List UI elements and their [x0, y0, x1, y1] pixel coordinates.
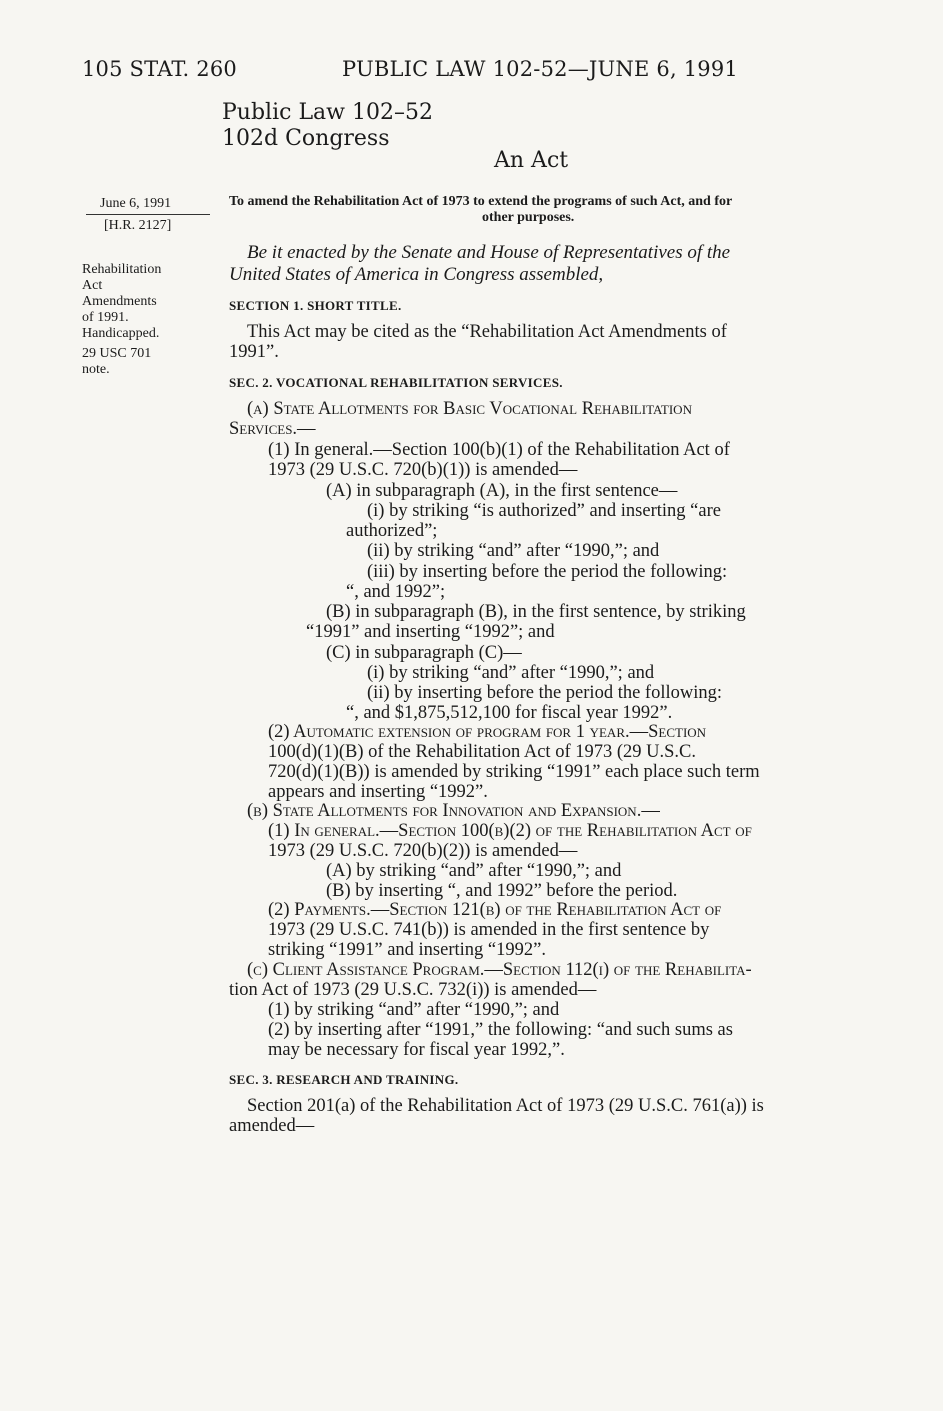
- body-line: (B) in subparagraph (B), in the first sentence, by striking: [326, 602, 746, 622]
- margin-note: Act: [82, 278, 103, 293]
- body-line: (ii) by inserting before the period the following:: [367, 683, 723, 703]
- body-line: “, and 1992”;: [346, 582, 446, 602]
- body-line: appears and inserting “1992”.: [268, 782, 488, 802]
- body-line: (1) In general.—Section 100(b)(1) of the Rehabilitation Act of: [268, 440, 730, 460]
- margin-note: Rehabilitation: [82, 262, 162, 277]
- body-line: (a) State Allotments for Basic Vocational Rehabilitation: [247, 399, 692, 419]
- body-line: “, and $1,875,512,100 for fiscal year 1992”.: [346, 703, 673, 723]
- purpose-line: other purposes.: [482, 210, 575, 225]
- margin-rule: [86, 214, 210, 215]
- running-title: PUBLIC LAW 102-52—JUNE 6, 1991: [342, 57, 738, 81]
- body-line: 1973 (29 U.S.C. 741(b)) is amended in the first sentence by: [268, 920, 710, 940]
- body-line: Section 201(a) of the Rehabilitation Act of 1973 (29 U.S.C. 761(a)) is: [247, 1096, 764, 1116]
- body-line: may be necessary for fiscal year 1992,”.: [268, 1040, 565, 1060]
- margin-note: of 1991.: [82, 310, 129, 325]
- margin-note: Handicapped.: [82, 326, 160, 341]
- margin-date: June 6, 1991: [100, 196, 172, 211]
- act-title: An Act: [494, 148, 569, 173]
- body-line: (A) in subparagraph (A), in the first sentence—: [326, 481, 678, 501]
- body-line: 1973 (29 U.S.C. 720(b)(1)) is amended—: [268, 460, 578, 480]
- body-line: tion Act of 1973 (29 U.S.C. 732(i)) is amended—: [229, 980, 597, 1000]
- margin-note: 29 USC 701: [82, 346, 152, 361]
- body-line: amended—: [229, 1116, 315, 1136]
- body-line: striking “1991” and inserting “1992”.: [268, 940, 546, 960]
- body-line: (i) by striking “and” after “1990,”; and: [367, 663, 655, 683]
- section-3-heading: SEC. 3. RESEARCH AND TRAINING.: [229, 1072, 459, 1087]
- body-line: 1991”.: [229, 342, 279, 362]
- body-line: (2) by inserting after “1991,” the following: “and such sums as: [268, 1020, 733, 1040]
- page-stat-citation: 105 STAT. 260: [82, 57, 237, 81]
- body-line: 100(d)(1)(B) of the Rehabilitation Act of 1973 (29 U.S.C.: [268, 742, 697, 762]
- body-line: (i) by striking “is authorized” and inserting “are: [367, 501, 721, 521]
- body-line: (ii) by striking “and” after “1990,”; and: [367, 541, 660, 561]
- margin-note: note.: [82, 362, 110, 377]
- body-line: “1991” and inserting “1992”; and: [306, 622, 555, 642]
- body-line: (b) State Allotments for Innovation and Expansion.—: [247, 801, 660, 821]
- body-line: (A) by striking “and” after “1990,”; and: [326, 861, 622, 881]
- body-line: 1973 (29 U.S.C. 720(b)(2)) is amended—: [268, 841, 578, 861]
- margin-bill-number: [H.R. 2127]: [104, 218, 172, 233]
- enacting-clause-line: United States of America in Congress assembled,: [229, 264, 604, 285]
- section-1-heading: SECTION 1. SHORT TITLE.: [229, 298, 402, 313]
- body-line: (C) in subparagraph (C)—: [326, 643, 522, 663]
- body-line: Services.—: [229, 419, 316, 439]
- body-line: (1) In general.—Section 100(b)(2) of the Rehabilitation Act of: [268, 821, 752, 841]
- margin-note: Amendments: [82, 294, 157, 309]
- body-line: authorized”;: [346, 521, 438, 541]
- body-line: (iii) by inserting before the period the following:: [367, 562, 728, 582]
- body-line: 720(d)(1)(B)) is amended by striking “1991” each place such term: [268, 762, 760, 782]
- law-title: Public Law 102–52: [222, 100, 433, 125]
- body-line: (2) Payments.—Section 121(b) of the Rehabilitation Act of: [268, 900, 722, 920]
- body-line: (1) by striking “and” after “1990,”; and: [268, 1000, 560, 1020]
- body-line: (B) by inserting “, and 1992” before the period.: [326, 881, 678, 901]
- congress-title: 102d Congress: [222, 126, 390, 151]
- body-line: (2) Automatic extension of program for 1 year.—Section: [268, 722, 707, 742]
- section-2-heading: SEC. 2. VOCATIONAL REHABILITATION SERVICES.: [229, 375, 563, 390]
- body-line: This Act may be cited as the “Rehabilitation Act Amendments of: [247, 322, 727, 342]
- purpose-line: To amend the Rehabilitation Act of 1973 to extend the programs of such Act, and for: [229, 194, 733, 209]
- body-line: (c) Client Assistance Program.—Section 112(i) of the Rehabilita-: [247, 960, 752, 980]
- enacting-clause-line: Be it enacted by the Senate and House of Representatives of the: [247, 242, 731, 263]
